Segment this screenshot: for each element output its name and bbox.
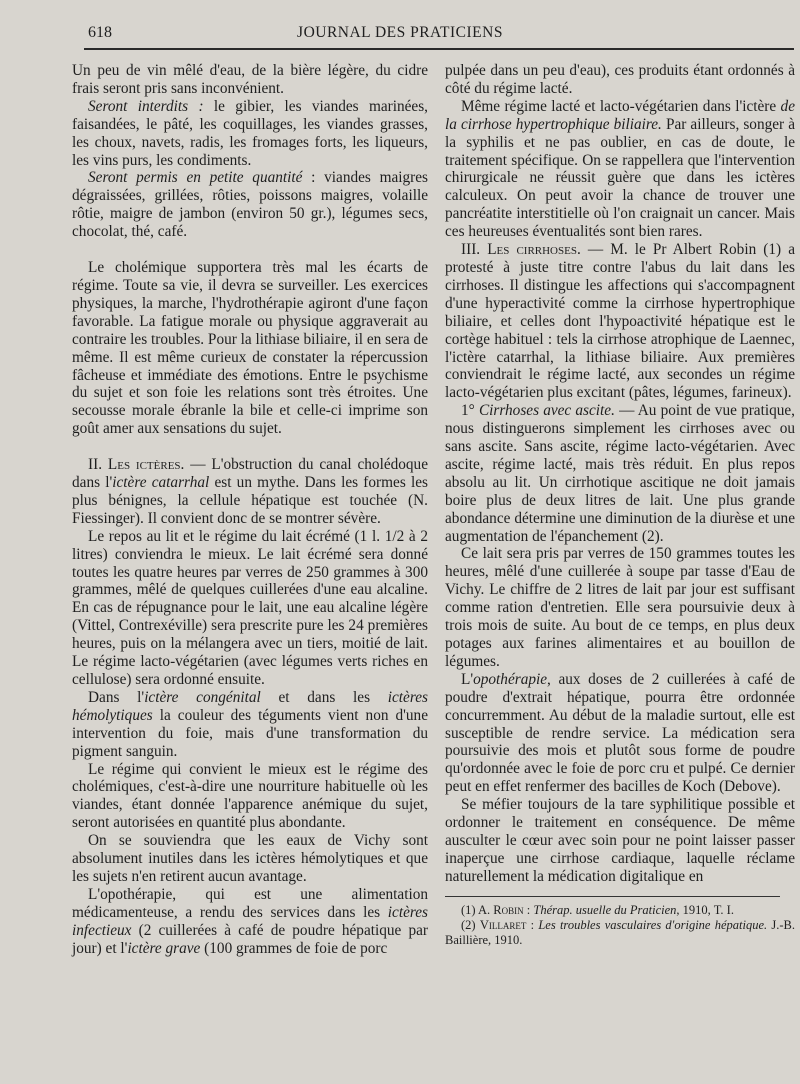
footnote-1: (1) A. Robin : Thérap. usuelle du Praticien, 1910, T. I. bbox=[461, 902, 734, 917]
section-heading-cirrhoses: III. Les cirrhoses. — M. le Pr Albert Robin (1) a protesté à juste titre contre l'abus du lait dans les cirrhoses. Il distingue les affections qui s'accompagnent d'une hyperactivité comme la cirrhose hypertrophique biliaire, et celles dont l'hypoactivité hépatique est le cortège habituel : tels la cirrhose atrophique de Laennec, l'ictère catarrhal, la lithiase biliaire. Aux premières conviendrait le régime lacté, aux secondes un régime lacto-végétarien plus excitant (pâtes, légumes, farineux). bbox=[445, 241, 796, 402]
paragraph: On se souviendra que les eaux de Vichy sont absolument inutiles dans les ictères hémolytiques et que les sujets n'en retirent aucun avantage. bbox=[72, 832, 428, 885]
page-header bbox=[0, 18, 800, 48]
paragraph: Le repos au lit et le régime du lait écrémé (1 l. 1/2 à 2 litres) conviendra le mieux. Le lait écrémé sera donné toutes les quatre heures par verres de 250 grammes à 300 grammes, mêlé de quelques cuillerées d'une eau alcaline. En cas de répugnance pour le lait, une eau alcaline légère (Vittel, Contrexéville) sera prescrite pure les 24 premières heures, puis on la mélangera avec un tiers, moitié de lait. Le régime lacto-végétarien (avec légumes verts riches en cellulose) sera ordonné ensuite. bbox=[72, 527, 428, 688]
paragraph: Dans l'ictère congénital et dans les ictères hémolytiques la couleur des téguments vient non d'une intervention du foie, mais d'une transformation du pigment sanguin. bbox=[72, 688, 428, 760]
header-rule bbox=[84, 48, 794, 50]
paragraph: Le régime qui convient le mieux est le régime des cholémiques, c'est-à-dire une nourriture habituelle où les viandes, étant donnée l'apparence anémique du sujet, seront autorisées en quantité plus abondante. bbox=[72, 760, 428, 832]
paragraph: pulpée dans un peu d'eau), ces produits étant ordonnés à côté du régime lacté. bbox=[445, 62, 795, 97]
paragraph: Même régime lacté et lacto-végétarien dans l'ictère de la cirrhose hypertrophique biliaire. Par ailleurs, songer à la syphilis et ne pas oublier, en cas de doute, le traitement spécifique. On se rappellera que l'intervention chirurgicale ne réussit guère que dans les ictères calculeux. On peut avoir la chance de trouver une pancréatite interstitielle où l'on craignait un cancer. Mais ces heureuses éventualités sont bien rares. bbox=[445, 97, 796, 241]
left-column bbox=[72, 62, 428, 958]
footnote-rule bbox=[445, 896, 780, 897]
footnote-2: (2) Villaret : Les troubles vasculaires d'origine hépatique. J.-B. Baillière, 1910. bbox=[445, 917, 796, 947]
journal-title: JOURNAL DES PRATICIENS bbox=[297, 24, 503, 41]
section-heading-ictere: II. Les ictères. — L'obstruction du canal cholédoque dans l'ictère catarrhal est un mythe. Dans les formes les plus bénignes, la cellule hépatique est touchée (N. Fiessinger). Il convient donc de se montrer sévère. bbox=[72, 456, 428, 527]
paragraph: L'opothérapie, qui est une alimentation médicamenteuse, a rendu des services dans les ictères infectieux (2 cuillerées à café de poudre hépatique par jour) et l'ictère grave (100 grammes de foie de porc bbox=[72, 885, 428, 957]
paragraph: Ce lait sera pris par verres de 150 grammes toutes les heures, mêlé d'une cuillerée à soupe par tasse d'Eau de Vichy. Le chiffre de 2 litres de lait par jour est suffisant comme ration d'entretien. Elle sera poursuivie deux à trois mois de suite. Au bout de ce temps, en plus deux potages aux farines alimentaires et au bouillon de légumes. bbox=[445, 545, 795, 670]
paragraph: Se méfier toujours de la tare syphilitique possible et ordonner le traitement en conséquence. De même ausculter le cœur avec soin pour ne point laisser passer inaperçue une cirrhose cardiaque, laquelle réclame naturellement la médication digitalique en bbox=[445, 796, 795, 885]
paragraph: Un peu de vin mêlé d'eau, de la bière légère, du cidre frais seront pris sans inconvénient. bbox=[72, 62, 428, 97]
paragraph: 1° Cirrhoses avec ascite. — Au point de vue pratique, nous distinguerons simplement les cirrhoses avec ou sans ascite. Sans ascite, régime lacto-végétarien. Avec ascite, régime lacté, mais très réduit. En plus repos absolu au lit. Un cirrhotique ascitique ne doit jamais boire plus de deux litres de lait. Une plus grande abondance détermine une diminution de la diurèse et une augmentation de l'épanchement (2). bbox=[445, 402, 796, 545]
paragraph: Seront permis en petite quantité : viandes maigres dégraissées, grillées, rôties, poissons maigres, volaille rôtie, maigre de jambon (environ 50 gr.), légumes secs, chocolat, thé, café. bbox=[72, 169, 428, 241]
page-number: 618 bbox=[88, 24, 112, 41]
right-column bbox=[445, 62, 795, 948]
paragraph: Le cholémique supportera très mal les écarts de régime. Toute sa vie, il devra se surveiller. Les exercices physiques, la marche, l'hydrothérapie agiront d'une façon favorable. La fatigue morale ou physique aggraverait au contraire les troubles. Pour la lithiase biliaire, il en sera de même. Il est même curieux de constater la répercussion fâcheuse et immédiate des émotions. Entre le psychisme du sujet et son foie les relations sont très étroites. Une secousse morale ébranle la bile et celle-ci imprime son goût amer aux sensations du sujet. bbox=[72, 259, 428, 438]
paragraph: Seront interdits : le gibier, les viandes marinées, faisandées, le pâté, les coquillages, les viandes grasses, les choux, navets, radis, les fromages forts, les liqueurs, les vins purs, les condiments. bbox=[72, 97, 428, 169]
italic-label: Seront permis en petite quantité bbox=[88, 169, 303, 187]
italic-label: Seront interdits : bbox=[88, 97, 204, 115]
paragraph: L'opothérapie, aux doses de 2 cuillerées à café de poudre d'extrait hépatique, pourra être ordonnée concurremment. Au début de la maladie surtout, elle est susceptible de rendre service. La médication sera poursuivie des mois et plutôt sous forme de poudre qu'ordonnée avec le foie de porc cru et pulpé. Ce dernier peut en effet renfermer des bacilles de Koch (Debove). bbox=[445, 670, 795, 796]
